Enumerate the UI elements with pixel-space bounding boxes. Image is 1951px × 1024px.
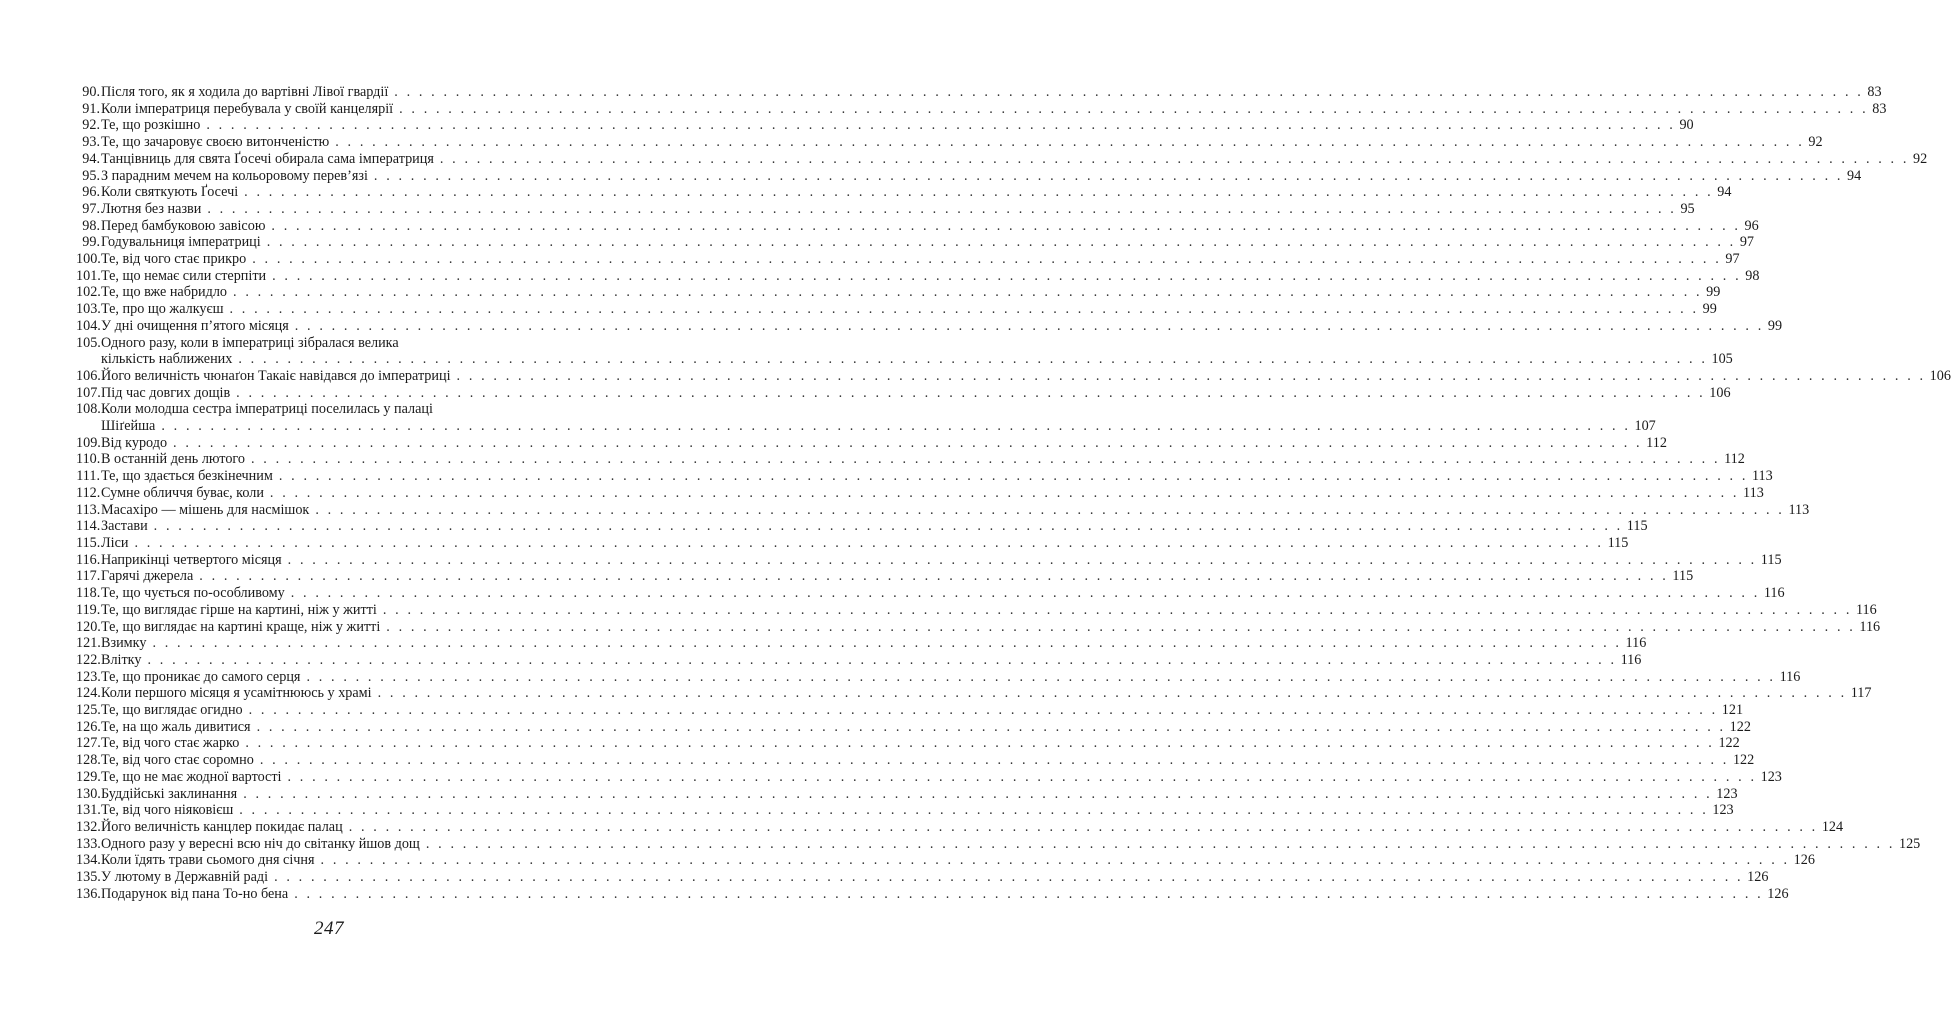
toc-entry [76,451,1745,468]
toc-entry [76,301,1717,318]
entry-number: 92. [82,117,100,134]
toc-entry [76,167,1862,185]
entry-page: 116 [1859,618,1881,635]
entry-page: 112 [1646,434,1667,451]
entry-page: 115 [1607,534,1629,551]
entry-title: Те, про що жалкуєш [101,301,224,318]
entry-page: 121 [1721,702,1744,719]
entry-title: Подарунок від пана То-но бена [101,885,289,902]
entry-title: Те, що виглядає гірше на картині, ніж у житті [101,601,377,618]
entry-page: 122 [1729,718,1751,735]
dot-leader: . . . . . . . . . . . . . . . . . . . . . . . . . . . . . . . . . . . . . . . . . . . . . . . . . . . . . . . . . . . . . . . . . . . . . . . . . . . . . . . . . . . . . . . . . . . . . . . . . . . . . . . . . . . . . . . . . . . . . . . . [229,301,1699,318]
toc-entry [76,702,1744,719]
dot-leader: . . . . . . . . . . . . . . . . . . . . . . . . . . . . . . . . . . . . . . . . . . . . . . . . . . . . . . . . . . . . . . . . . . . . . . . . . . . . . . . . . . . . . . . . . . . . . . . . . . . . . . . . . . . . . . . . . . . . . . . . [278,468,1748,485]
dot-leader: . . . . . . . . . . . . . . . . . . . . . . . . . . . . . . . . . . . . . . . . . . . . . . . . . . . . . . . . . . . . . . . . . . . . . . . . . . . . . . . . . . . . . . . . . . . . . . . . . . . . . . . . . . . . . . . . . . . . . . . . [153,518,1623,535]
entry-page: 99 [1702,301,1717,318]
toc-entry [76,234,1755,251]
entry-page: 105 [1711,351,1733,368]
toc-entry [76,100,1887,118]
dot-leader: . . . . . . . . . . . . . . . . . . . . . . . . . . . . . . . . . . . . . . . . . . . . . . . . . . . . . . . . . . . . . . . . . . . . . . . . . . . . . . . . . . . . . . . . . . . . . . . . . . . . . . . . . . . . . . . . . . . . . . . . [250,451,1721,468]
toc-entry [76,251,1740,268]
entry-page: 113 [1751,468,1773,485]
entry-page: 115 [1672,568,1694,585]
entry-title: Те, що немає сили стерпіти [101,267,267,284]
entry-number: 97. [82,200,100,217]
entry-title: Шіґейша [101,418,156,435]
toc-entry [76,835,1921,853]
dot-leader: . . . . . . . . . . . . . . . . . . . . . . . . . . . . . . . . . . . . . . . . . . . . . . . . . . . . . . . . . . . . . . . . . . . . . . . . . . . . . . . . . . . . . . . . . . . . . . . . . . . . . . . . . . . . . . . . . . . . . . . . [394,84,1864,100]
entry-page: 83 [1867,84,1882,100]
entry-title: У лютому в Державній раді [101,869,269,886]
entry-number: 103. [76,301,101,318]
entry-title: Одного разу, коли в імператриці зібралася велика [101,334,399,351]
entry-title: Під час довгих дощів [101,384,231,401]
toc-entry [76,551,1782,569]
dot-leader: . . . . . . . . . . . . . . . . . . . . . . . . . . . . . . . . . . . . . . . . . . . . . . . . . . . . . . . . . . . . . . . . . . . . . . . . . . . . . . . . . . . . . . . . . . . . . . . . . . . . . . . . . . . . . . . . . . . . . . . . [173,434,1643,451]
toc-entry [76,484,1764,502]
entry-number: 113. [76,501,101,518]
entry-page: 94 [1847,167,1862,184]
entry-title: Те, що здається безкінечним [101,468,273,485]
entry-title: В останній день лютого [101,451,245,468]
toc-entry [76,117,1694,134]
entry-number: 127. [76,735,101,752]
entry-page: 122 [1732,752,1755,769]
entry-page: 97 [1739,234,1755,251]
entry-page: 116 [1620,651,1642,668]
entry-title: Те, від чого стає соромно [101,752,254,769]
entry-title: Те, від чого ніяковієш [101,802,234,819]
entry-number: 133. [76,835,101,852]
entry-page: 126 [1793,852,1815,869]
dot-leader: . . . . . . . . . . . . . . . . . . . . . . . . . . . . . . . . . . . . . . . . . . . . . . . . . . . . . . . . . . . . . . . . . . . . . . . . . . . . . . . . . . . . . . . . . . . . . . . . . . . . . . . . . . . . . . . . . . . . . . . . [244,184,1714,201]
entry-number: 101. [76,267,101,284]
dot-leader: . . . . . . . . . . . . . . . . . . . . . . . . . . . . . . . . . . . . . . . . . . . . . . . . . . . . . . . . . . . . . . . . . . . . . . . . . . . . . . . . . . . . . . . . . . . . . . . . . . . . . . . . . . . . . . . . . . . . . . . . [315,501,1785,518]
dot-leader: . . . . . . . . . . . . . . . . . . . . . . . . . . . . . . . . . . . . . . . . . . . . . . . . . . . . . . . . . . . . . . . . . . . . . . . . . . . . . . . . . . . . . . . . . . . . . . . . . . . . . . . . . . . . . . . . . . . . . . . . [306,668,1776,685]
entry-number: 124. [76,685,101,702]
toc-entry [76,317,1783,335]
entry-title: Наприкінці четвертого місяця [101,551,282,568]
dot-leader: . . . . . . . . . . . . . . . . . . . . . . . . . . . . . . . . . . . . . . . . . . . . . . . . . . . . . . . . . . . . . . . . . . . . . . . . . . . . . . . . . . . . . . . . . . . . . . . . . . . . . . . . . . . . . . . . . . . . . . . . [239,802,1709,819]
toc-entry [76,334,1733,368]
toc-entry [76,885,1789,903]
entry-number: 111. [76,468,100,485]
entry-title: Танцівниць для свята Ґосечі обирала сама імператриця [101,150,434,167]
entry-title: Те, на що жаль дивитися [101,718,251,735]
entry-title: Коли першого місяця я усамітнююсь у храмі [101,685,372,702]
entry-page: 97 [1725,251,1740,268]
dot-leader: . . . . . . . . . . . . . . . . . . . . . . . . . . . . . . . . . . . . . . . . . . . . . . . . . . . . . . . . . . . . . . . . . . . . . . . . . . . . . . . . . . . . . . . . . . . . . . . . . . . . . . . . . . . . . . . . . . . . . . . . [161,418,1631,435]
entry-number: 134. [76,852,101,869]
page-number: 247 [314,918,344,939]
entry-number: 91. [82,100,100,117]
dot-leader: . . . . . . . . . . . . . . . . . . . . . . . . . . . . . . . . . . . . . . . . . . . . . . . . . . . . . . . . . . . . . . . . . . . . . . . . . . . . . . . . . . . . . . . . . . . . . . . . . . . . . . . . . . . . . . . . . . . . . . . . [294,317,1764,334]
entry-page: 116 [1625,635,1647,652]
entry-number: 115. [76,534,101,551]
toc-entry [76,534,1629,552]
entry-number: 105. [76,334,101,351]
entry-page: 117 [1850,685,1872,702]
entry-number: 102. [76,284,101,301]
entry-page: 116 [1763,585,1785,602]
toc-entry [76,718,1751,736]
toc-entry [76,869,1769,886]
entry-number: 135. [76,869,101,886]
entry-number: 112. [76,484,101,501]
entry-page: 113 [1743,484,1764,501]
toc-entry [76,84,1882,101]
dot-leader: . . . . . . . . . . . . . . . . . . . . . . . . . . . . . . . . . . . . . . . . . . . . . . . . . . . . . . . . . . . . . . . . . . . . . . . . . . . . . . . . . . . . . . . . . . . . . . . . . . . . . . . . . . . . . . . . . . . . . . . . [335,134,1805,151]
entry-number: 109. [76,434,101,451]
dot-leader: . . . . . . . . . . . . . . . . . . . . . . . . . . . . . . . . . . . . . . . . . . . . . . . . . . . . . . . . . . . . . . . . . . . . . . . . . . . . . . . . . . . . . . . . . . . . . . . . . . . . . . . . . . . . . . . . . . . . . . . . [199,568,1669,585]
dot-leader: . . . . . . . . . . . . . . . . . . . . . . . . . . . . . . . . . . . . . . . . . . . . . . . . . . . . . . . . . . . . . . . . . . . . . . . . . . . . . . . . . . . . . . . . . . . . . . . . . . . . . . . . . . . . . . . . . . . . . . . . [425,835,1895,852]
entry-number: 106. [76,367,101,384]
entry-title: Коли святкують Ґосечі [101,184,239,201]
entry-title: Те, що чується по-особливому [101,585,285,602]
entry-title: Лютня без назви [101,200,202,217]
dot-leader: . . . . . . . . . . . . . . . . . . . . . . . . . . . . . . . . . . . . . . . . . . . . . . . . . . . . . . . . . . . . . . . . . . . . . . . . . . . . . . . . . . . . . . . . . . . . . . . . . . . . . . . . . . . . . . . . . . . . . . . . [269,484,1740,501]
dot-leader: . . . . . . . . . . . . . . . . . . . . . . . . . . . . . . . . . . . . . . . . . . . . . . . . . . . . . . . . . . . . . . . . . . . . . . . . . . . . . . . . . . . . . . . . . . . . . . . . . . . . . . . . . . . . . . . . . . . . . . . . [233,284,1703,301]
entry-number: 122. [76,651,101,668]
toc-entry [76,184,1732,201]
toc-entry [76,501,1810,519]
entry-title: Ліси [101,534,129,551]
dot-leader: . . . . . . . . . . . . . . . . . . . . . . . . . . . . . . . . . . . . . . . . . . . . . . . . . . . . . . . . . . . . . . . . . . . . . . . . . . . . . . . . . . . . . . . . . . . . . . . . . . . . . . . . . . . . . . . . . . . . . . . . [271,217,1741,234]
entry-title: Буддійські заклинання [101,785,238,802]
toc-entry [76,284,1721,301]
entry-title: Коли молодша сестра імператриці поселилась у палаці [101,401,433,418]
entry-page: 116 [1779,668,1801,685]
entry-number: 128. [76,752,101,769]
toc-entry [76,685,1872,702]
entry-title: Перед бамбуковою завісою [101,217,266,234]
entry-number: 129. [76,768,101,785]
toc-entry [76,785,1738,803]
entry-number: 117. [76,568,101,585]
dot-leader: . . . . . . . . . . . . . . . . . . . . . . . . . . . . . . . . . . . . . . . . . . . . . . . . . . . . . . . . . . . . . . . . . . . . . . . . . . . . . . . . . . . . . . . . . . . . . . . . . . . . . . . . . . . . . . . . . . . . . . . . [266,234,1736,251]
entry-number: 136. [76,885,101,902]
dot-leader: . . . . . . . . . . . . . . . . . . . . . . . . . . . . . . . . . . . . . . . . . . . . . . . . . . . . . . . . . . . . . . . . . . . . . . . . . . . . . . . . . . . . . . . . . . . . . . . . . . . . . . . . . . . . . . . . . . . . . . . . [294,885,1764,902]
entry-page: 126 [1747,869,1769,886]
entry-title: Те, що вже набридло [101,284,228,301]
entry-title: Те, що не має жодної вартості [101,768,282,785]
toc-entry [76,852,1815,869]
entry-number: 126. [76,718,101,735]
entry-page: 122 [1718,735,1740,752]
dot-leader: . . . . . . . . . . . . . . . . . . . . . . . . . . . . . . . . . . . . . . . . . . . . . . . . . . . . . . . . . . . . . . . . . . . . . . . . . . . . . . . . . . . . . . . . . . . . . . . . . . . . . . . . . . . . . . . . . . . . . . . . [207,200,1677,217]
entry-page: 99 [1767,317,1783,334]
entry-page: 99 [1706,284,1721,301]
entry-page: 123 [1760,768,1782,785]
entry-number: 94. [82,150,100,167]
entry-page: 106 [1709,384,1731,401]
toc-entry [76,367,1951,385]
entry-page: 92 [1808,134,1823,151]
entry-page: 92 [1912,150,1928,167]
entry-title: З парадним мечем на кольоровому перев’язі [101,167,368,184]
entry-title: Від куродо [101,434,168,451]
dot-leader: . . . . . . . . . . . . . . . . . . . . . . . . . . . . . . . . . . . . . . . . . . . . . . . . . . . . . . . . . . . . . . . . . . . . . . . . . . . . . . . . . . . . . . . . . . . . . . . . . . . . . . . . . . . . . . . . . . . . . . . . [382,601,1852,618]
entry-title: Після того, як я ходила до вартівні Лівої гвардії [101,84,389,100]
entry-page: 83 [1872,100,1887,117]
toc-entry [76,134,1823,151]
entry-number: 132. [76,818,101,835]
entry-title: Одного разу у вересні всю ніч до світанку йшов дощ [101,835,420,852]
dot-leader: . . . . . . . . . . . . . . . . . . . . . . . . . . . . . . . . . . . . . . . . . . . . . . . . . . . . . . . . . . . . . . . . . . . . . . . . . . . . . . . . . . . . . . . . . . . . . . . . . . . . . . . . . . . . . . . . . . . . . . . . [245,735,1715,752]
entry-page: 112 [1724,451,1745,468]
entry-number: 114. [76,518,101,535]
entry-number: 93. [82,134,100,151]
toc-entry [76,384,1731,402]
entry-page: 94 [1717,184,1732,201]
toc-entry [76,568,1694,585]
dot-leader: . . . . . . . . . . . . . . . . . . . . . . . . . . . . . . . . . . . . . . . . . . . . . . . . . . . . . . . . . . . . . . . . . . . . . . . . . . . . . . . . . . . . . . . . . . . . . . . . . . . . . . . . . . . . . . . . . . . . . . . . [272,267,1742,284]
entry-number: 110. [76,451,101,468]
toc-entry [76,752,1755,769]
entry-page: 90 [1679,117,1694,134]
entry-number: 108. [76,401,101,418]
entry-number: 98. [82,217,100,234]
entry-page: 124 [1821,818,1844,835]
entry-page: 113 [1788,501,1810,518]
dot-leader: . . . . . . . . . . . . . . . . . . . . . . . . . . . . . . . . . . . . . . . . . . . . . . . . . . . . . . . . . . . . . . . . . . . . . . . . . . . . . . . . . . . . . . . . . . . . . . . . . . . . . . . . . . . . . . . . . . . . . . . . [256,718,1726,735]
entry-number: 131. [76,802,101,819]
dot-leader: . . . . . . . . . . . . . . . . . . . . . . . . . . . . . . . . . . . . . . . . . . . . . . . . . . . . . . . . . . . . . . . . . . . . . . . . . . . . . . . . . . . . . . . . . . . . . . . . . . . . . . . . . . . . . . . . . . . . . . . . [236,384,1706,401]
entry-title: Коли їдять трави сьомого дня січня [101,852,315,869]
entry-page: 95 [1680,200,1695,217]
dot-leader: . . . . . . . . . . . . . . . . . . . . . . . . . . . . . . . . . . . . . . . . . . . . . . . . . . . . . . . . . . . . . . . . . . . . . . . . . . . . . . . . . . . . . . . . . . . . . . . . . . . . . . . . . . . . . . . . . . . . . . . . [348,818,1818,835]
dot-leader: . . . . . . . . . . . . . . . . . . . . . . . . . . . . . . . . . . . . . . . . . . . . . . . . . . . . . . . . . . . . . . . . . . . . . . . . . . . . . . . . . . . . . . . . . . . . . . . . . . . . . . . . . . . . . . . . . . . . . . . . [320,852,1790,869]
dot-leader: . . . . . . . . . . . . . . . . . . . . . . . . . . . . . . . . . . . . . . . . . . . . . . . . . . . . . . . . . . . . . . . . . . . . . . . . . . . . . . . . . . . . . . . . . . . . . . . . . . . . . . . . . . . . . . . . . . . . . . . . [252,251,1722,268]
entry-title: Те, що виглядає огидно [101,702,243,719]
toc-entry [76,818,1844,836]
dot-leader: . . . . . . . . . . . . . . . . . . . . . . . . . . . . . . . . . . . . . . . . . . . . . . . . . . . . . . . . . . . . . . . . . . . . . . . . . . . . . . . . . . . . . . . . . . . . . . . . . . . . . . . . . . . . . . . . . . . . . . . . [248,702,1718,719]
toc-entry [76,802,1734,819]
table-of-contents [76,84,1951,902]
toc-entry [76,468,1773,485]
entry-title: Годувальниця імператриці [101,234,261,251]
entry-number: 104. [76,317,101,334]
dot-leader: . . . . . . . . . . . . . . . . . . . . . . . . . . . . . . . . . . . . . . . . . . . . . . . . . . . . . . . . . . . . . . . . . . . . . . . . . . . . . . . . . . . . . . . . . . . . . . . . . . . . . . . . . . . . . . . . . . . . . . . . [243,785,1713,802]
entry-number: 123. [76,668,101,685]
toc-entry [76,518,1648,535]
toc-entry [76,150,1928,168]
entry-number: 119. [76,601,101,618]
dot-leader: . . . . . . . . . . . . . . . . . . . . . . . . . . . . . . . . . . . . . . . . . . . . . . . . . . . . . . . . . . . . . . . . . . . . . . . . . . . . . . . . . . . . . . . . . . . . . . . . . . . . . . . . . . . . . . . . . . . . . . . . [147,651,1617,668]
toc-entry [76,267,1760,285]
entry-title: Взимку [101,635,147,652]
entry-page: 115 [1626,518,1648,535]
entry-title: Застави [101,518,148,535]
entry-page: 116 [1855,601,1877,618]
entry-number: 107. [76,384,101,401]
dot-leader: . . . . . . . . . . . . . . . . . . . . . . . . . . . . . . . . . . . . . . . . . . . . . . . . . . . . . . . . . . . . . . . . . . . . . . . . . . . . . . . . . . . . . . . . . . . . . . . . . . . . . . . . . . . . . . . . . . . . . . . . [373,167,1844,184]
dot-leader: . . . . . . . . . . . . . . . . . . . . . . . . . . . . . . . . . . . . . . . . . . . . . . . . . . . . . . . . . . . . . . . . . . . . . . . . . . . . . . . . . . . . . . . . . . . . . . . . . . . . . . . . . . . . . . . . . . . . . . . . [134,534,1604,551]
toc-entry [76,434,1667,452]
dot-leader: . . . . . . . . . . . . . . . . . . . . . . . . . . . . . . . . . . . . . . . . . . . . . . . . . . . . . . . . . . . . . . . . . . . . . . . . . . . . . . . . . . . . . . . . . . . . . . . . . . . . . . . . . . . . . . . . . . . . . . . . [386,618,1856,635]
entry-page: 125 [1898,835,1921,852]
dot-leader: . . . . . . . . . . . . . . . . . . . . . . . . . . . . . . . . . . . . . . . . . . . . . . . . . . . . . . . . . . . . . . . . . . . . . . . . . . . . . . . . . . . . . . . . . . . . . . . . . . . . . . . . . . . . . . . . . . . . . . . . [206,117,1676,134]
entry-title: кількість наближених [101,351,233,368]
entry-title: Сумне обличчя буває, коли [101,484,264,501]
dot-leader: . . . . . . . . . . . . . . . . . . . . . . . . . . . . . . . . . . . . . . . . . . . . . . . . . . . . . . . . . . . . . . . . . . . . . . . . . . . . . . . . . . . . . . . . . . . . . . . . . . . . . . . . . . . . . . . . . . . . . . . . [238,351,1708,368]
entry-number: 118. [76,585,101,602]
dot-leader: . . . . . . . . . . . . . . . . . . . . . . . . . . . . . . . . . . . . . . . . . . . . . . . . . . . . . . . . . . . . . . . . . . . . . . . . . . . . . . . . . . . . . . . . . . . . . . . . . . . . . . . . . . . . . . . . . . . . . . . . [287,551,1757,568]
entry-page: 115 [1760,551,1782,568]
entry-page: 98 [1745,267,1760,284]
entry-title: Те, що виглядає на картині краще, ніж у житті [101,618,381,635]
entry-title: Гарячі джерела [101,568,194,585]
entry-number: 95. [82,167,100,184]
entry-title: У дні очищення п’ятого місяця [101,317,289,334]
entry-number: 100. [76,251,101,268]
entry-title: Те, що розкішно [101,117,201,134]
entry-page: 123 [1712,802,1734,819]
dot-leader: . . . . . . . . . . . . . . . . . . . . . . . . . . . . . . . . . . . . . . . . . . . . . . . . . . . . . . . . . . . . . . . . . . . . . . . . . . . . . . . . . . . . . . . . . . . . . . . . . . . . . . . . . . . . . . . . . . . . . . . . [259,752,1729,769]
entry-number: 130. [76,785,101,802]
entry-title: Те, від чого стає жарко [101,735,240,752]
toc-entry [76,217,1759,235]
entry-number: 90. [82,84,100,100]
toc-entry [76,735,1740,752]
toc-entry [76,768,1782,786]
toc-entry [76,651,1642,669]
entry-page: 96 [1744,217,1759,234]
toc-entry [76,635,1647,652]
entry-page: 107 [1634,418,1656,435]
dot-leader: . . . . . . . . . . . . . . . . . . . . . . . . . . . . . . . . . . . . . . . . . . . . . . . . . . . . . . . . . . . . . . . . . . . . . . . . . . . . . . . . . . . . . . . . . . . . . . . . . . . . . . . . . . . . . . . . . . . . . . . . [274,869,1744,886]
toc-entry [76,401,1656,435]
entry-number: 96. [82,184,100,201]
dot-leader: . . . . . . . . . . . . . . . . . . . . . . . . . . . . . . . . . . . . . . . . . . . . . . . . . . . . . . . . . . . . . . . . . . . . . . . . . . . . . . . . . . . . . . . . . . . . . . . . . . . . . . . . . . . . . . . . . . . . . . . . [456,367,1926,384]
toc-entry [76,618,1881,636]
entry-title: Те, що проникає до самого серця [101,668,301,685]
entry-title: Те, що зачаровує своєю витонченістю [101,134,330,151]
entry-number: 116. [76,551,101,568]
entry-title: Коли імператриця перебувала у своїй канцелярії [101,100,394,117]
dot-leader: . . . . . . . . . . . . . . . . . . . . . . . . . . . . . . . . . . . . . . . . . . . . . . . . . . . . . . . . . . . . . . . . . . . . . . . . . . . . . . . . . . . . . . . . . . . . . . . . . . . . . . . . . . . . . . . . . . . . . . . . [377,685,1847,702]
entry-title: Влітку [101,651,142,668]
entry-number: 121. [76,635,101,652]
entry-page: 126 [1767,885,1789,902]
toc-entry [76,200,1695,218]
entry-title: Його величність канцлер покидає палац [101,818,343,835]
dot-leader: . . . . . . . . . . . . . . . . . . . . . . . . . . . . . . . . . . . . . . . . . . . . . . . . . . . . . . . . . . . . . . . . . . . . . . . . . . . . . . . . . . . . . . . . . . . . . . . . . . . . . . . . . . . . . . . . . . . . . . . . [152,635,1622,652]
toc-entry [76,585,1785,602]
entry-number: 125. [76,702,101,719]
entry-number: 120. [76,618,101,635]
entry-page: 123 [1716,785,1738,802]
dot-leader: . . . . . . . . . . . . . . . . . . . . . . . . . . . . . . . . . . . . . . . . . . . . . . . . . . . . . . . . . . . . . . . . . . . . . . . . . . . . . . . . . . . . . . . . . . . . . . . . . . . . . . . . . . . . . . . . . . . . . . . . [287,768,1757,785]
entry-page: 106 [1929,367,1951,384]
entry-title: Те, від чого стає прикро [101,251,247,268]
entry-number: 99. [82,234,100,251]
dot-leader: . . . . . . . . . . . . . . . . . . . . . . . . . . . . . . . . . . . . . . . . . . . . . . . . . . . . . . . . . . . . . . . . . . . . . . . . . . . . . . . . . . . . . . . . . . . . . . . . . . . . . . . . . . . . . . . . . . . . . . . . [439,150,1909,167]
entry-title: Масахіро — мішень для насмішок [101,501,310,518]
toc-entry [76,668,1801,686]
entry-title: Його величність чюнаґон Такаіє навідався до імператриці [101,367,451,384]
dot-leader: . . . . . . . . . . . . . . . . . . . . . . . . . . . . . . . . . . . . . . . . . . . . . . . . . . . . . . . . . . . . . . . . . . . . . . . . . . . . . . . . . . . . . . . . . . . . . . . . . . . . . . . . . . . . . . . . . . . . . . . . [290,585,1760,602]
dot-leader: . . . . . . . . . . . . . . . . . . . . . . . . . . . . . . . . . . . . . . . . . . . . . . . . . . . . . . . . . . . . . . . . . . . . . . . . . . . . . . . . . . . . . . . . . . . . . . . . . . . . . . . . . . . . . . . . . . . . . . . . [399,100,1869,117]
toc-entry [76,601,1877,619]
